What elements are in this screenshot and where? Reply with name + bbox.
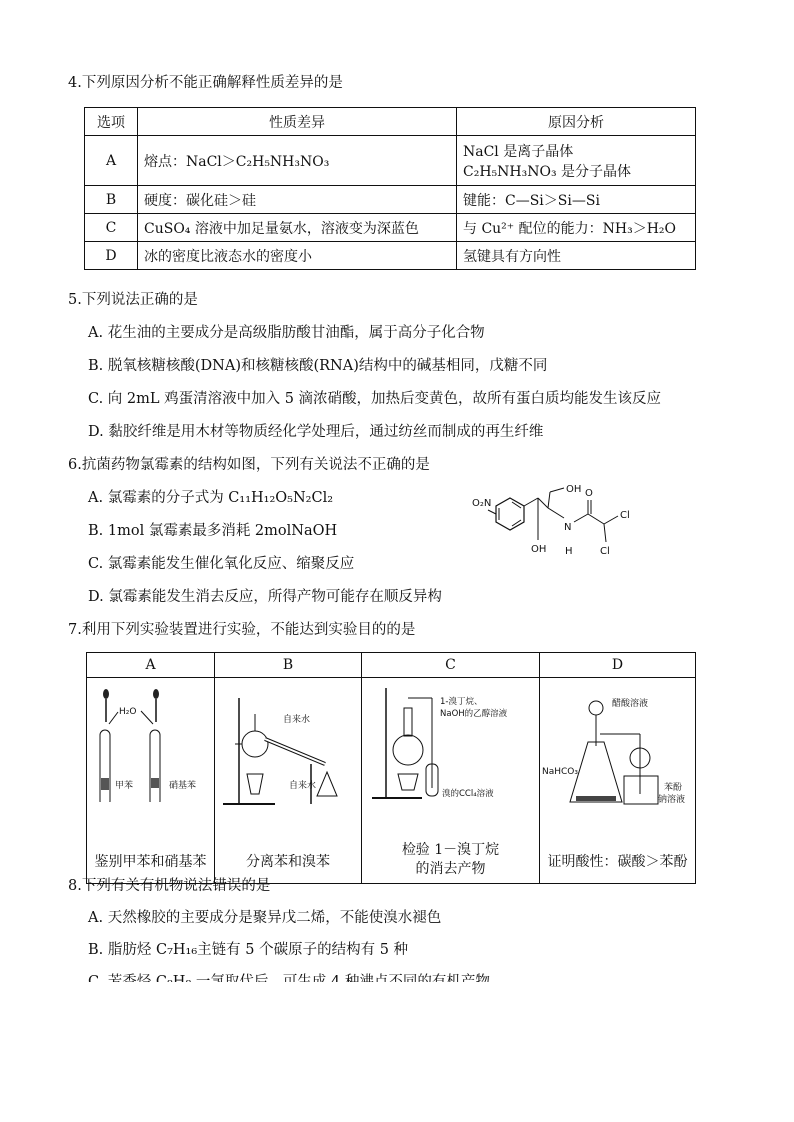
hydrogen-label: H bbox=[565, 546, 573, 557]
q6-stem: 6.抗菌药物氯霉素的结构如图，下列有关说法不正确的是 bbox=[68, 457, 430, 473]
purpose-b: 分离苯和溴苯 bbox=[246, 853, 330, 870]
q8-stem: 8.下列有关有机物说法错误的是 bbox=[68, 878, 271, 894]
q5-option-c: C. 向 2mL 鸡蛋清溶液中加入 5 滴浓硝酸，加热后变黄色，故所有蛋白质均能发生该反应 bbox=[88, 391, 662, 407]
q4-table bbox=[84, 107, 696, 270]
row-reason: 键能：C—Si＞Si—Si bbox=[457, 186, 696, 214]
q5-option-b: B. 脱氧核糖核酸(DNA)和核糖核酸(RNA)结构中的碱基相同，戊糖不同 bbox=[88, 358, 548, 374]
row-property: 硬度：碳化硅＞硅 bbox=[138, 186, 457, 214]
reason-line: C₂H₅NH₃NO₃ 是分子晶体 bbox=[463, 163, 632, 180]
purpose-d: 证明酸性：碳酸＞苯酚 bbox=[547, 853, 688, 870]
label-phenol-1: 苯酚 bbox=[664, 782, 683, 793]
q7-stem: 7.利用下列实验装置进行实验，不能达到实验目的的是 bbox=[68, 622, 416, 638]
chlorine-label-2: Cl bbox=[600, 546, 610, 557]
q7-table bbox=[86, 652, 696, 884]
row-reason: 氢键具有方向性 bbox=[457, 242, 696, 270]
q4-header-option: 选项 bbox=[85, 108, 138, 136]
row-property: CuSO₄ 溶液中加足量氨水，溶液变为深蓝色 bbox=[138, 214, 457, 242]
nitrogen-label: N bbox=[564, 522, 572, 533]
oxygen-label: O bbox=[585, 488, 593, 499]
q6-option-a: A. 氯霉素的分子式为 C₁₁H₁₂O₅N₂Cl₂ bbox=[88, 490, 334, 506]
apparatus-d bbox=[540, 678, 696, 884]
q5-stem: 5.下列说法正确的是 bbox=[68, 292, 198, 308]
q5-option-d: D. 黏胶纤维是用木材等物质经化学处理后，通过纺丝而制成的再生纤维 bbox=[88, 424, 544, 440]
q6-option-b: B. 1mol 氯霉素最多消耗 2molNaOH bbox=[88, 523, 338, 539]
q4-header-property: 性质差异 bbox=[138, 108, 457, 136]
label-nahco3: NaHCO₃ bbox=[542, 766, 578, 777]
label-reagent-1: 1-溴丁烷、 bbox=[440, 697, 483, 707]
label-tap-water-1: 自来水 bbox=[283, 714, 311, 725]
apparatus-c bbox=[362, 678, 540, 884]
q7-header-b: B bbox=[215, 653, 362, 678]
label-reagent-2: NaOH的乙醇溶液 bbox=[440, 709, 508, 719]
row-option: C bbox=[85, 214, 138, 242]
q6-option-d: D. 氯霉素能发生消去反应，所得产物可能存在顺反异构 bbox=[88, 589, 442, 605]
row-reason: 与 Cu²⁺ 配位的能力：NH₃＞H₂O bbox=[457, 214, 696, 242]
label-bromine-ccl4: 溴的CCl₄溶液 bbox=[442, 789, 494, 799]
row-reason bbox=[457, 136, 696, 186]
q4-stem: 4.下列原因分析不能正确解释性质差异的是 bbox=[68, 75, 343, 91]
q7-header-d: D bbox=[540, 653, 696, 678]
table-row bbox=[85, 214, 696, 242]
label-toluene: 甲苯 bbox=[115, 780, 134, 791]
hydroxyl-label-1: OH bbox=[531, 544, 547, 555]
reason-line: NaCl 是离子晶体 bbox=[463, 143, 574, 160]
chlorine-label-1: Cl bbox=[620, 510, 630, 521]
row-option: A bbox=[85, 136, 138, 186]
purpose-a: 鉴别甲苯和硝基苯 bbox=[94, 853, 207, 870]
row-option: B bbox=[85, 186, 138, 214]
apparatus-a bbox=[87, 678, 215, 884]
q6-option-c: C. 氯霉素能发生催化氧化反应、缩聚反应 bbox=[88, 556, 355, 572]
row-property: 冰的密度比液态水的密度小 bbox=[138, 242, 457, 270]
label-phenol-2: 钠溶液 bbox=[658, 794, 686, 805]
hydroxyl-label-2: OH bbox=[566, 484, 582, 495]
purpose-c-line2: 的消去产物 bbox=[415, 861, 486, 877]
chloramphenicol-structure bbox=[468, 478, 658, 568]
label-tap-water-2: 自来水 bbox=[289, 780, 317, 791]
table-row bbox=[85, 186, 696, 214]
purpose-c-line1: 检验 1－溴丁烷 bbox=[401, 842, 500, 858]
nitro-label: O₂N bbox=[472, 498, 492, 509]
row-property: 熔点：NaCl＞C₂H₅NH₃NO₃ bbox=[138, 136, 457, 186]
table-row bbox=[85, 136, 696, 186]
q8-option-a: A. 天然橡胶的主要成分是聚异戊二烯，不能使溴水褪色 bbox=[88, 910, 442, 926]
q4-header-reason: 原因分析 bbox=[457, 108, 696, 136]
label-acetic-acid: 醋酸溶液 bbox=[612, 698, 649, 709]
q7-header-a: A bbox=[87, 653, 215, 678]
row-option: D bbox=[85, 242, 138, 270]
apparatus-b bbox=[215, 678, 362, 884]
table-row bbox=[85, 242, 696, 270]
q7-header-c: C bbox=[362, 653, 540, 678]
page-cutoff bbox=[0, 982, 794, 1122]
label-nitrobenzene: 硝基苯 bbox=[169, 780, 197, 791]
label-h2o: H₂O bbox=[119, 706, 137, 717]
q5-option-a: A. 花生油的主要成分是高级脂肪酸甘油酯，属于高分子化合物 bbox=[88, 325, 485, 341]
q8-option-b: B. 脂肪烃 C₇H₁₆主链有 5 个碳原子的结构有 5 种 bbox=[88, 942, 409, 958]
